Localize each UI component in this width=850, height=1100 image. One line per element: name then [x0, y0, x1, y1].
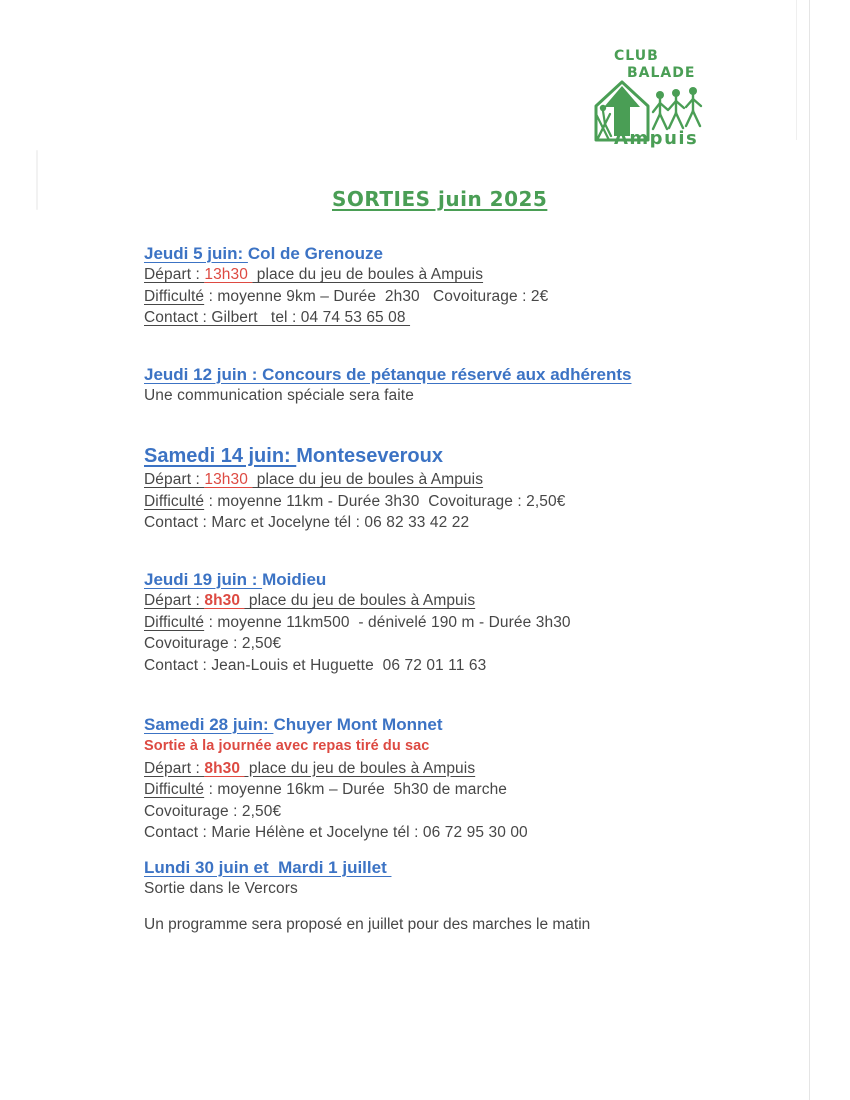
text-segment: place du jeu de boules à Ampuis: [244, 759, 476, 777]
event-line: [144, 512, 565, 534]
heading-segment: Moidieu: [262, 570, 327, 589]
event-line: [144, 878, 391, 900]
text-segment: Une communication spéciale sera faite: [144, 387, 414, 404]
scan-artifact-line: [809, 0, 810, 1100]
text-segment: Difficulté: [144, 781, 205, 798]
text-segment: Covoiturage : 2,50€: [144, 635, 282, 652]
page-title: SORTIES juin 2025: [332, 187, 548, 211]
scan-artifact-line: [796, 0, 797, 140]
text-segment: : moyenne 9km – Durée 2h30 Covoiturage : 2€: [204, 287, 549, 305]
event-6: [144, 857, 391, 900]
event-line: [144, 822, 528, 844]
event-line: [144, 286, 548, 308]
event-line: [144, 758, 528, 780]
heading-segment: Jeudi 12 juin : Concours de pétanque réservé aux adhérents: [144, 365, 632, 384]
event-line: [144, 735, 528, 758]
event-line: [144, 801, 528, 823]
text-segment: 8h30: [204, 592, 245, 609]
text-segment: Sortie à la journée avec repas tiré du sac: [144, 738, 430, 754]
text-segment: Contact : Gilbert tel : 04 74 53 65 08: [144, 309, 411, 326]
event-heading: [144, 444, 565, 469]
text-segment: : moyenne 11km - Durée 3h30 Covoiturage : 2,50€: [204, 492, 566, 510]
event-heading: [144, 569, 571, 590]
event-1: [144, 243, 548, 329]
heading-segment: Jeudi 5 juin:: [144, 244, 248, 263]
event-line: [144, 590, 571, 612]
event-line: [144, 655, 571, 677]
text-segment: Contact : Marc et Jocelyne tél : 06 82 33 42 22: [144, 514, 470, 531]
text-segment: 8h30: [204, 759, 245, 777]
event-line: [144, 385, 631, 407]
text-segment: Sortie dans le Vercors: [144, 880, 298, 897]
heading-segment: Monteseveroux: [296, 445, 443, 467]
text-segment: : moyenne 11km500 - dénivelé 190 m - Durée 3h30: [204, 613, 571, 631]
text-segment: Contact : Marie Hélène et Jocelyne tél : 06 72 95 30 00: [144, 824, 528, 841]
scan-artifact-smudge: [36, 150, 38, 210]
heading-segment: Samedi 14 juin:: [144, 445, 297, 467]
club-balade-ampuis-logo: [590, 44, 706, 148]
heading-segment: Col de Grenouze: [247, 244, 383, 263]
event-line: [144, 491, 565, 513]
text-segment: Difficulté: [144, 492, 205, 510]
text-segment: Départ :: [144, 471, 205, 488]
logo-text-balade: BALADE: [627, 65, 696, 81]
event-2: [144, 364, 631, 407]
text-segment: Difficulté: [144, 287, 205, 305]
event-heading: [144, 243, 548, 264]
text-segment: Départ :: [144, 592, 205, 609]
text-segment: Contact : Jean-Louis et Huguette 06 72 01 11 63: [144, 656, 487, 674]
event-heading: [144, 364, 631, 385]
hiker-icon: [596, 105, 611, 140]
text-segment: place du jeu de boules à Ampuis: [252, 471, 484, 488]
event-3: [144, 444, 565, 534]
event-line: [144, 612, 571, 634]
walking-people-icon: [653, 87, 701, 129]
heading-segment: Jeudi 19 juin :: [144, 570, 263, 589]
text-segment: place du jeu de boules à Ampuis: [252, 266, 484, 283]
heading-segment: Samedi 28 juin:: [144, 715, 274, 734]
event-line: [144, 633, 571, 655]
text-segment: Départ :: [144, 759, 205, 777]
event-line: [144, 307, 548, 329]
event-heading: [144, 857, 391, 878]
text-segment: place du jeu de boules à Ampuis: [244, 592, 476, 609]
event-line: [144, 264, 548, 286]
text-segment: 13h30: [204, 266, 253, 283]
event-heading: [144, 714, 528, 735]
event-4: [144, 569, 571, 676]
text-segment: 13h30: [204, 471, 253, 488]
text-segment: : moyenne 16km – Durée 5h30 de marche: [204, 781, 508, 798]
text-segment: Départ :: [144, 266, 205, 283]
text-segment: Covoiturage : 2,50€: [144, 802, 282, 820]
event-line: [144, 779, 528, 801]
heading-segment: Lundi 30 juin et Mardi 1 juillet: [144, 858, 392, 877]
footer-note: Un programme sera proposé en juillet pour des marches le matin: [144, 916, 591, 933]
event-5: [144, 714, 528, 844]
logo-text-club: CLUB: [614, 48, 659, 64]
logo-text-ampuis: Ampuis: [614, 128, 699, 148]
heading-segment: Chuyer Mont Monnet: [273, 715, 443, 734]
text-segment: Difficulté: [144, 613, 205, 631]
event-line: [144, 469, 565, 491]
